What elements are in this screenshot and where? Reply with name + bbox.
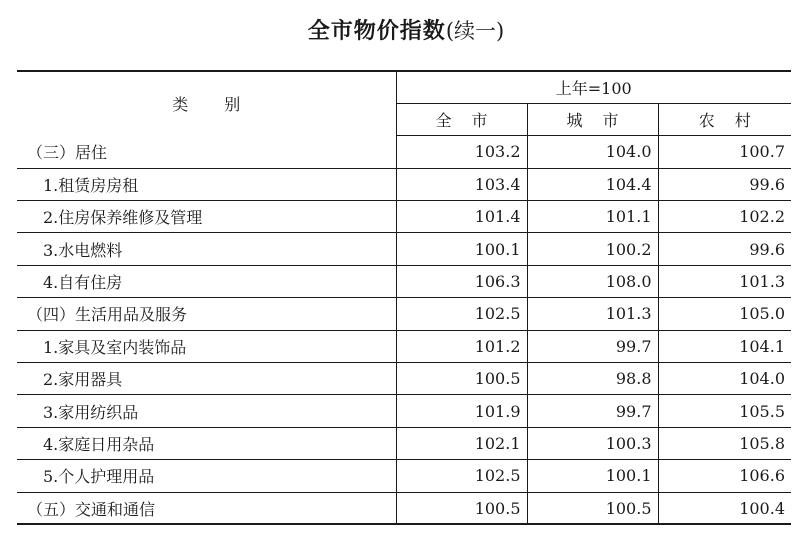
value-rural: 105.8 — [658, 427, 791, 459]
table-row — [17, 201, 791, 233]
item-label: 1.家具及室内装饰品 — [17, 330, 396, 362]
value-urban: 104.0 — [527, 136, 658, 168]
value-city-total: 102.5 — [396, 460, 527, 492]
category-header: 类别 — [17, 71, 396, 136]
table-row — [17, 427, 791, 459]
column-header-city-total: 全市 — [396, 103, 527, 135]
item-label: 3.水电燃料 — [17, 233, 396, 265]
value-urban: 100.3 — [527, 427, 658, 459]
value-city-total: 100.1 — [396, 233, 527, 265]
table-header — [17, 71, 791, 136]
item-label: 5.个人护理用品 — [17, 460, 396, 492]
value-city-total: 100.5 — [396, 492, 527, 524]
item-label: 4.家庭日用杂品 — [17, 427, 396, 459]
value-city-total: 101.9 — [396, 395, 527, 427]
value-urban: 101.1 — [527, 201, 658, 233]
value-rural: 100.4 — [658, 492, 791, 524]
value-rural: 106.6 — [658, 460, 791, 492]
value-city-total: 102.1 — [396, 427, 527, 459]
value-city-total: 101.4 — [396, 201, 527, 233]
value-urban: 99.7 — [527, 395, 658, 427]
value-urban: 100.2 — [527, 233, 658, 265]
table-row — [17, 168, 791, 200]
value-rural: 99.6 — [658, 233, 791, 265]
item-label: 2.住房保养维修及管理 — [17, 201, 396, 233]
value-city-total: 103.2 — [396, 136, 527, 168]
table-row — [17, 265, 791, 297]
section-label: （五）交通和通信 — [17, 492, 396, 524]
item-label: 1.租赁房房租 — [17, 168, 396, 200]
table-row — [17, 233, 791, 265]
value-rural: 104.1 — [658, 330, 791, 362]
table-row — [17, 395, 791, 427]
value-urban: 108.0 — [527, 265, 658, 297]
value-rural: 101.3 — [658, 265, 791, 297]
section-label: （三）居住 — [17, 136, 396, 168]
value-rural: 100.7 — [658, 136, 791, 168]
value-city-total: 106.3 — [396, 265, 527, 297]
table-row — [17, 460, 791, 492]
table-row — [17, 298, 791, 330]
value-city-total: 103.4 — [396, 168, 527, 200]
value-rural: 104.0 — [658, 363, 791, 395]
item-label: 2.家用器具 — [17, 363, 396, 395]
value-urban: 100.5 — [527, 492, 658, 524]
value-urban: 99.7 — [527, 330, 658, 362]
value-rural: 105.5 — [658, 395, 791, 427]
page-title — [0, 14, 812, 45]
title-suffix: (续一) — [445, 19, 505, 43]
value-rural: 102.2 — [658, 201, 791, 233]
value-rural: 105.0 — [658, 298, 791, 330]
value-city-total: 102.5 — [396, 298, 527, 330]
item-label: 3.家用纺织品 — [17, 395, 396, 427]
base-year-header: 上年=100 — [396, 71, 791, 103]
column-header-urban: 城市 — [527, 103, 658, 135]
price-index-table — [17, 70, 791, 525]
item-label: 4.自有住房 — [17, 265, 396, 297]
table-row — [17, 136, 791, 168]
value-city-total: 101.2 — [396, 330, 527, 362]
table-row — [17, 492, 791, 524]
table-row — [17, 330, 791, 362]
title-main: 全市物价指数 — [307, 19, 446, 44]
column-header-rural: 农村 — [658, 103, 791, 135]
value-urban: 104.4 — [527, 168, 658, 200]
value-rural: 99.6 — [658, 168, 791, 200]
value-urban: 100.1 — [527, 460, 658, 492]
table-body — [17, 136, 791, 525]
value-city-total: 100.5 — [396, 363, 527, 395]
section-label: （四）生活用品及服务 — [17, 298, 396, 330]
table-row — [17, 363, 791, 395]
value-urban: 101.3 — [527, 298, 658, 330]
value-urban: 98.8 — [527, 363, 658, 395]
